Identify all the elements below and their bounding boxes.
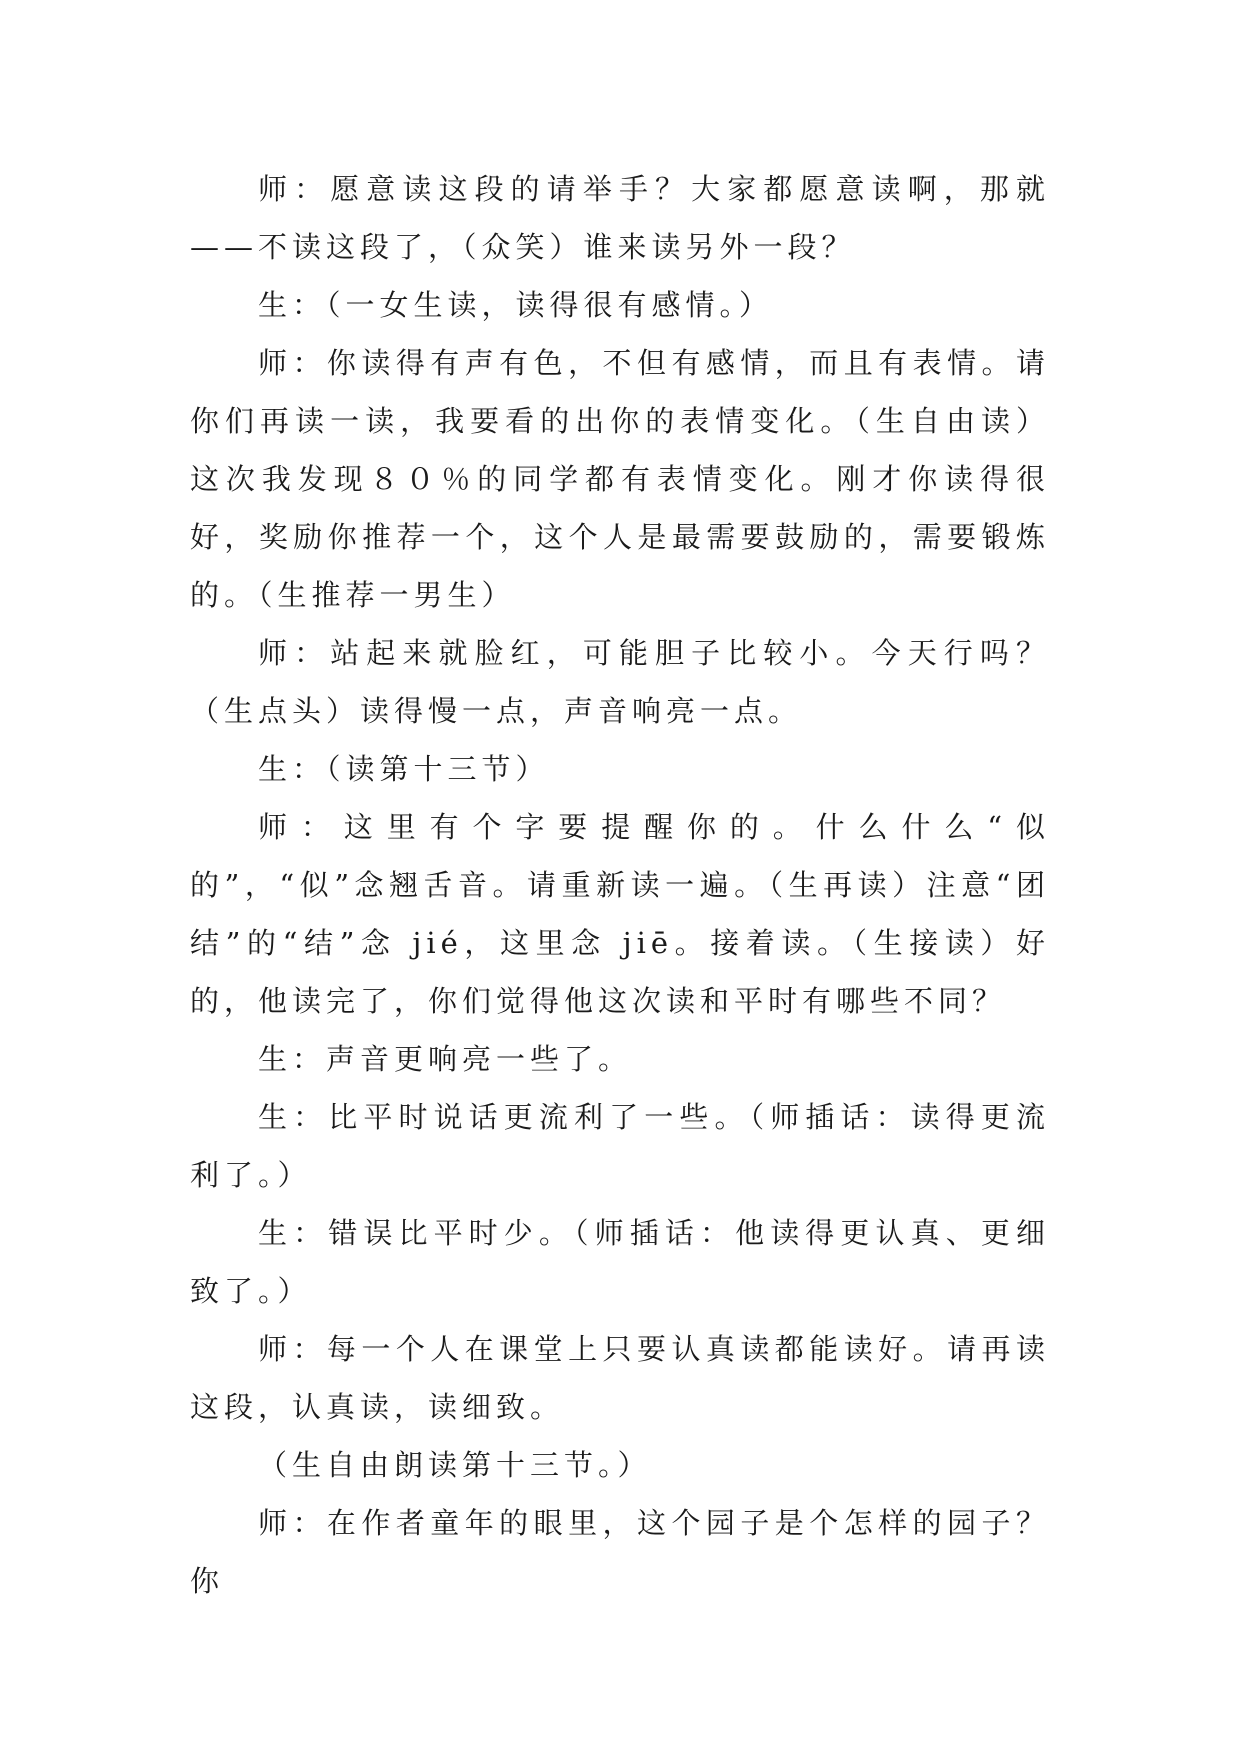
- paragraph-1: 师：愿意读这段的请举手？大家都愿意读啊，那就——不读这段了，（众笑）谁来读另外一段？: [190, 172, 1050, 264]
- paragraph-10: 师：每一个人在课堂上只要认真读都能读好。请再读这段，认真读，读细致。: [190, 1332, 1050, 1424]
- paragraph-11: （生自由朗读第十三节。）: [258, 1448, 652, 1482]
- paragraph-6: 师：这里有个字要提醒你的。什么什么“似的”，“似”念翘舌音。请重新读一遍。（生再读）注意“团结”的“结”念 jié，这里念 jiē。接着读。（生接读）好的，他读完了，你们觉得他这次读和平时有哪些不同？: [190, 810, 1050, 1018]
- paragraph-12: 师：在作者童年的眼里，这个园子是个怎样的园子？你: [190, 1506, 1050, 1598]
- document-body: [190, 160, 1050, 1610]
- paragraph-3: 师：你读得有声有色，不但有感情，而且有表情。请你们再读一读，我要看的出你的表情变化。（生自由读）这次我发现８０％的同学都有表情变化。刚才你读得很好，奖励你推荐一个，这个人是最需要鼓励的，需要锻炼的。（生推荐一男生）: [190, 346, 1050, 612]
- paragraph-7: 生：声音更响亮一些了。: [258, 1042, 633, 1076]
- paragraph-9: 生：错误比平时少。（师插话：他读得更认真、更细致了。）: [190, 1216, 1050, 1308]
- paragraph-5: 生：（读第十三节）: [258, 752, 550, 786]
- paragraph-2: 生：（一女生读，读得很有感情。）: [258, 288, 774, 322]
- paragraph-4: 师：站起来就脸红，可能胆子比较小。今天行吗？（生点头）读得慢一点，声音响亮一点。: [190, 636, 1050, 728]
- paragraph-8: 生：比平时说话更流利了一些。（师插话：读得更流利了。）: [190, 1100, 1050, 1192]
